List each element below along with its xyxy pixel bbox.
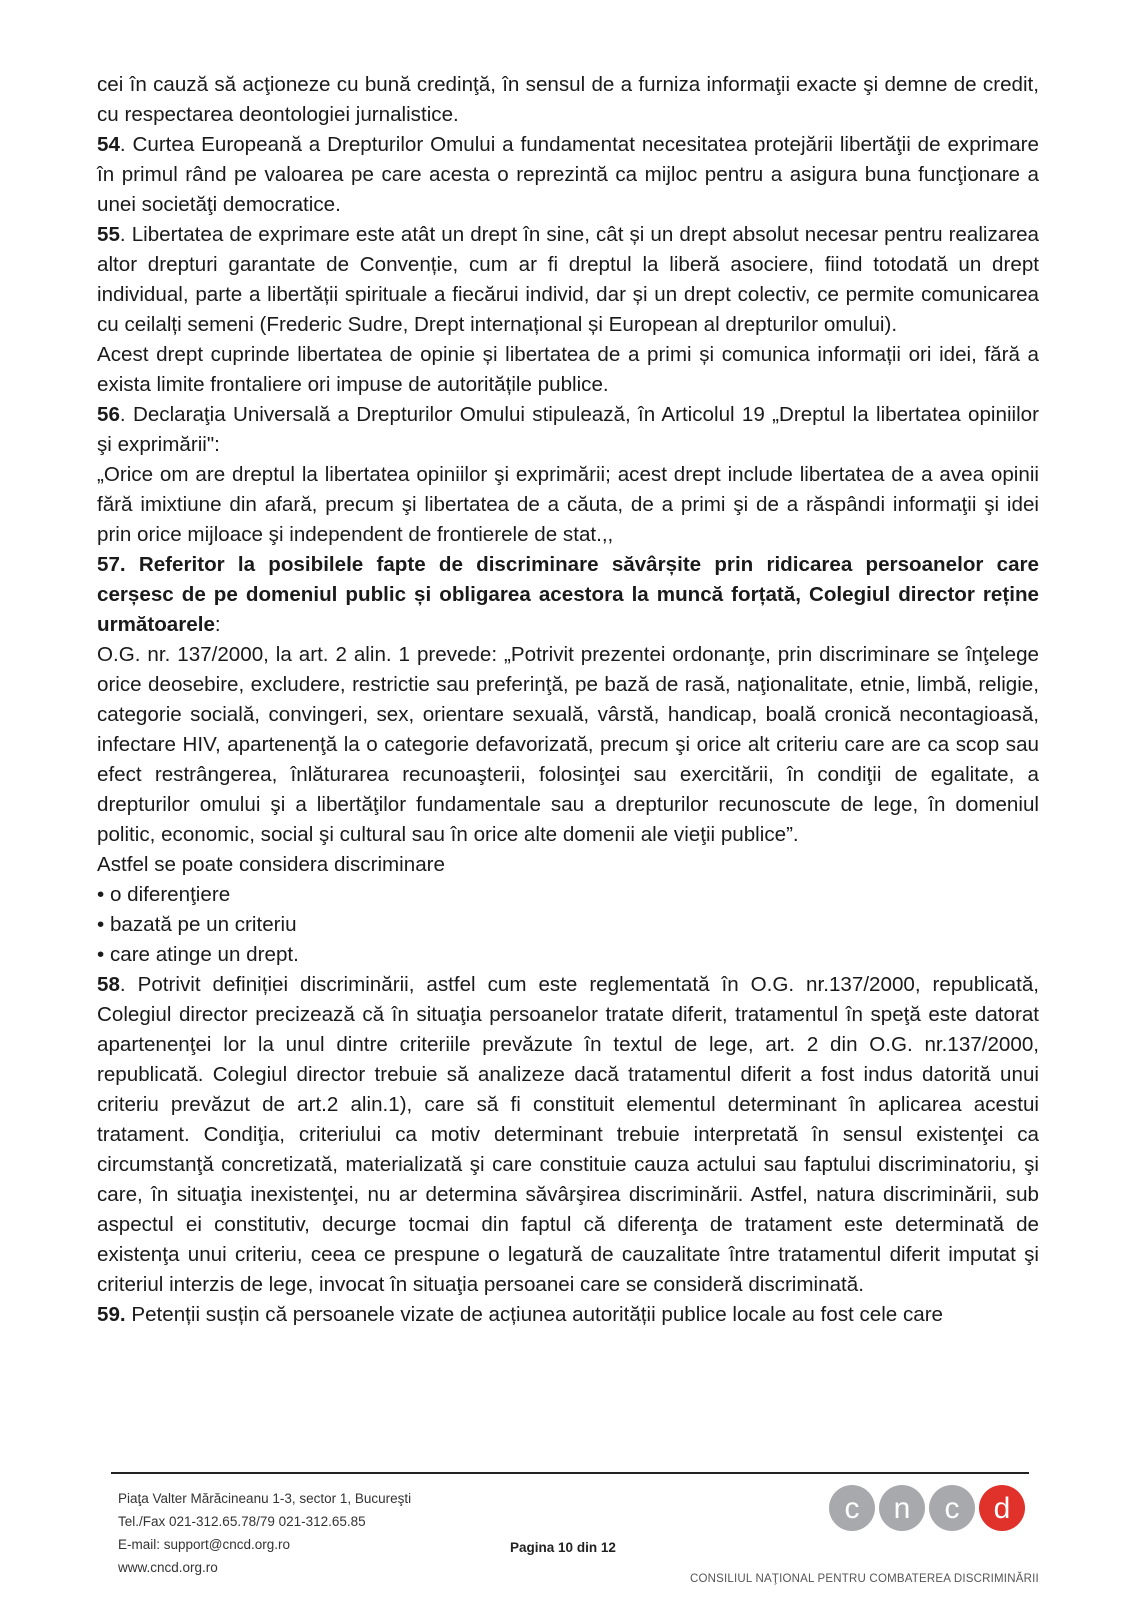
paragraph-57: 57. Referitor la posibilele fapte de discriminare săvârșite prin ridicarea persoanelor care cerșesc de pe domeniul public și obligarea acestora la muncă forțată, Colegiul director reține următoarele: <box>97 553 1039 636</box>
logo-letter: c <box>944 1492 960 1525</box>
discrimination-intro: Astfel se poate considera discriminare <box>97 853 445 876</box>
footer-address: Piaţa Valter Mărăcineanu 1-3, sector 1, Bucureşti <box>118 1491 412 1506</box>
paragraph-number: 58 <box>97 973 120 996</box>
paragraph-55-continued: Acest drept cuprinde libertatea de opinie și libertatea de a primi și comunica informații ori idei, fără a exista limite frontaliere ori impuse de autoritățile publice. <box>97 343 1039 396</box>
document-body <box>97 70 1039 1330</box>
logo-letter: d <box>993 1492 1011 1525</box>
paragraph-57-heading: . Referitor la posibilele fapte de discriminare săvârșite prin ridicarea persoanelor care cerșesc de pe domeniul public și obligarea acestora la muncă forțată, Colegiul director reține următoarele <box>97 553 1039 636</box>
paragraph-continuation: cei în cauză să acţioneze cu bună credinţă, în sensul de a furniza informaţii exacte şi demne de credit, cu respectarea deontologiei jurnalistice. <box>97 73 1039 126</box>
quote-article-19: „Orice om are dreptul la libertatea opiniilor şi exprimării; acest drept include libertatea de a avea opinii fără imixtiune din afară, precum şi libertatea de a căuta, de a primi şi de a răspândi informaţii şi idei prin orice mijloace şi independent de frontierele de stat.,, <box>97 463 1039 546</box>
footer-email: E-mail: support@cncd.org.ro <box>118 1537 291 1552</box>
paragraph-number: 56 <box>97 403 120 426</box>
paragraph-58: 58. Potrivit definiției discriminării, astfel cum este reglementată în O.G. nr.137/2000, republicată, Colegiul director precizează că în situaţia persoanelor tratate diferit, tratamentul în speţă este datorat apartenenţei lor la unul dintre criteriile prevăzute în textul de lege, art. 2 din O.G. nr.137/2000, republicată. Colegiul director trebuie să analizeze dacă tratamentul diferit a fost indus datorită unui criteriu prevăzut de art.2 alin.1), care să fi constituit elementul determinant în aplicarea acestui tratament. Condiţia, criteriului ca motiv determinant trebuie interpretată în sensul existenţei ca circumstanţă concretizată, materializată şi care constituie cauza actului sau faptului discriminatoriu, şi care, în situaţia inexistenţei, nu ar determina săvârşirea discriminării. Astfel, natura discriminării, sub aspectul ei constitutiv, decurge tocmai din faptul că diferenţa de tratament este determinată de existenţa unui criteriu, ceea ce prespune o legatură de cauzalitate între tratamentul diferit imputat şi criteriul interzis de lege, invocat în situaţia persoanei care se consideră discriminată. <box>97 973 1039 1296</box>
paragraph-59: 59. Petenții susțin că persoanele vizate de acțiunea autorității publice locale au fost cele care <box>97 1303 944 1326</box>
paragraph-55: 55. Libertatea de exprimare este atât un drept în sine, cât și un drept absolut necesar pentru realizarea altor drepturi garantate de Convenție, cum ar fi dreptul la liberă asociere, fiind totodată un drept individual, parte a libertății spirituale a fiecărui individ, dar și un drept colectiv, ce permite comunicarea cu ceilalți semeni (Frederic Sudre, Drept internațional și European al drepturilor omului). <box>97 223 1039 336</box>
footer-phone: Tel./Fax 021-312.65.78/79 021-312.65.85 <box>118 1514 366 1529</box>
footer-website: www.cncd.org.ro <box>118 1560 218 1575</box>
logo-letter: n <box>893 1492 911 1525</box>
logo-caption: CONSILIUL NAŢIONAL PENTRU COMBATEREA DISCRIMINĂRII <box>690 1573 1039 1585</box>
paragraph-54: 54. Curtea Europeană a Drepturilor Omului a fundamentat necesitatea protejării libertăţii de exprimare în primul rând pe valoarea pe care acesta o reprezintă ca mijloc pentru a asigura buna funcţionare a unei societăţi democratice. <box>97 133 1039 216</box>
paragraph-number: 59. <box>97 1303 126 1326</box>
og-137-citation: O.G. nr. 137/2000, la art. 2 alin. 1 prevede: „Potrivit prezentei ordonanţe, prin discriminare se înţelege orice deosebire, excludere, restrictie sau preferinţă, pe bază de rasă, naţionalitate, etnie, limbă, religie, categorie socială, convingeri, sex, orientare sexuală, vârstă, handicap, boală cronică necontagioasă, infectare HIV, apartenenţă la o categorie defavorizată, precum şi orice alt criteriu care are ca scop sau efect restrângerea, înlăturarea recunoaşterii, folosinţei sau exercitării, în condiţii de egalitate, a drepturilor omului şi a libertăţilor fundamentale sau a drepturilor recunoscute de lege, în domeniul politic, economic, social şi cultural sau în orice alte domenii ale vieţii publice”. <box>97 643 1039 846</box>
footer-contact <box>118 1487 411 1579</box>
bullet-item: • o diferenţiere <box>97 880 1039 910</box>
paragraph-number: 57 <box>97 553 120 576</box>
page-number: Pagina 10 din 12 <box>510 1540 616 1555</box>
bullet-item: • bazată pe un criteriu <box>97 910 1039 940</box>
paragraph-number: 55 <box>97 223 120 246</box>
logo-letter: c <box>844 1492 860 1525</box>
paragraph-56: 56. Declaraţia Universală a Drepturilor Omului stipulează, în Articolul 19 „Dreptul la libertatea opiniilor şi exprimării": <box>97 403 1039 456</box>
paragraph-number: 54 <box>97 133 120 156</box>
footer-divider <box>111 1472 1029 1474</box>
cncd-logo <box>828 1483 1028 1533</box>
bullet-item: • care atinge un drept. <box>97 940 1039 970</box>
